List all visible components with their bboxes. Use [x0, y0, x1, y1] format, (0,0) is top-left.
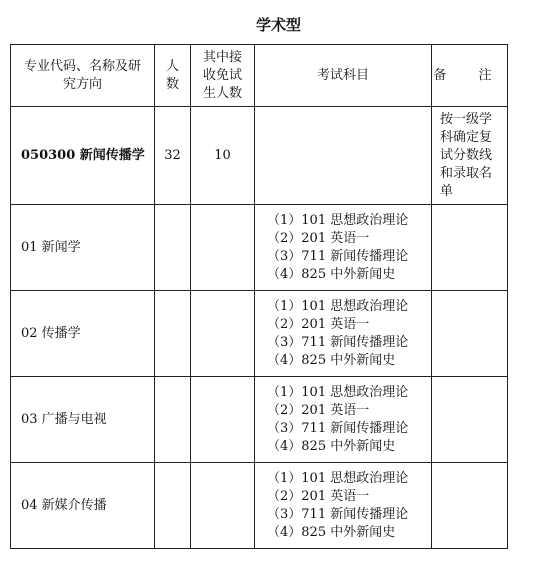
subject-item: （4）825 中外新闻史	[267, 352, 396, 368]
direction-count	[155, 377, 191, 463]
subject-item: （1）101 思想政治理论	[267, 212, 409, 228]
direction-name: 03 广播与电视	[11, 377, 155, 463]
direction-note	[432, 205, 508, 291]
direction-count	[155, 205, 191, 291]
subject-item: （4）825 中外新闻史	[267, 266, 396, 282]
direction-note	[432, 463, 508, 549]
direction-subjects	[255, 205, 432, 291]
header-note: 备 注	[432, 45, 508, 107]
subject-item: （1）101 思想政治理论	[267, 470, 409, 486]
direction-exempt	[191, 291, 255, 377]
major-subjects	[255, 107, 432, 205]
direction-name: 01 新闻学	[11, 205, 155, 291]
subject-item: （4）825 中外新闻史	[267, 438, 396, 454]
direction-subjects	[255, 377, 432, 463]
subject-item: （1）101 思想政治理论	[267, 384, 409, 400]
subject-item: （2）201 英语一	[267, 402, 370, 418]
table-row	[11, 291, 508, 377]
major-note: 按一级学科确定复试分数线和录取名单	[432, 107, 508, 205]
header-exempt: 其中接收免试生人数	[191, 45, 255, 107]
major-name: 050300 新闻传播学	[11, 107, 155, 205]
subject-item: （3）711 新闻传播理论	[267, 420, 409, 436]
table-row	[11, 463, 508, 549]
subject-item: （3）711 新闻传播理论	[267, 248, 409, 264]
major-row	[11, 107, 508, 205]
table-row	[11, 377, 508, 463]
direction-note	[432, 291, 508, 377]
direction-exempt	[191, 377, 255, 463]
direction-count	[155, 291, 191, 377]
major-count: 32	[155, 107, 191, 205]
page-title: 学术型	[255, 16, 301, 34]
direction-note	[432, 377, 508, 463]
major-exempt: 10	[191, 107, 255, 205]
subject-item: （2）201 英语一	[267, 316, 370, 332]
header-subjects: 考试科目	[255, 45, 432, 107]
subject-item: （2）201 英语一	[267, 230, 370, 246]
subject-item: （3）711 新闻传播理论	[267, 334, 409, 350]
header-count: 人数	[155, 45, 191, 107]
table-row	[11, 205, 508, 291]
direction-exempt	[191, 205, 255, 291]
direction-subjects	[255, 463, 432, 549]
direction-name: 02 传播学	[11, 291, 155, 377]
subject-item: （4）825 中外新闻史	[267, 524, 396, 540]
subject-item: （2）201 英语一	[267, 488, 370, 504]
subject-item: （3）711 新闻传播理论	[267, 506, 409, 522]
direction-subjects	[255, 291, 432, 377]
subject-item: （1）101 思想政治理论	[267, 298, 409, 314]
direction-name: 04 新媒介传播	[11, 463, 155, 549]
header-name: 专业代码、名称及研究方向	[11, 45, 155, 107]
direction-count	[155, 463, 191, 549]
header-row	[11, 45, 508, 107]
direction-exempt	[191, 463, 255, 549]
program-table	[10, 44, 508, 549]
